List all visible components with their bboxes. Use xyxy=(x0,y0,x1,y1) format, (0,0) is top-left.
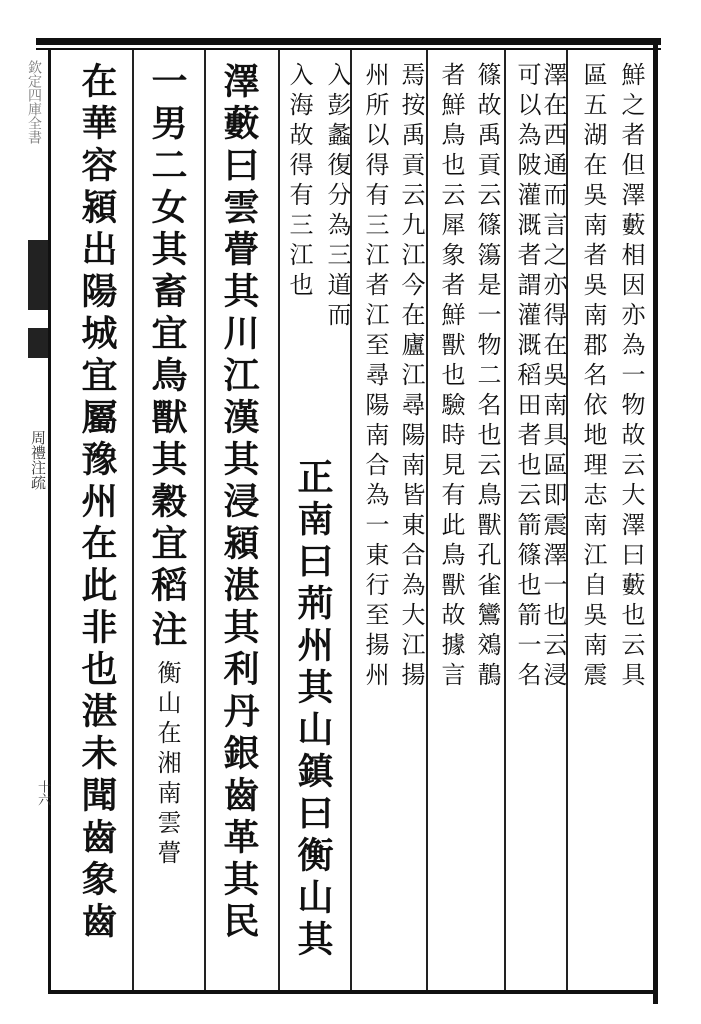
bottom-border xyxy=(48,990,658,994)
annotation-marker: 注 xyxy=(146,610,188,652)
text-column: 澤在西通而言之亦得在吳南具區即震澤一也云浸 xyxy=(539,62,567,692)
column-divider xyxy=(204,50,206,990)
column-divider xyxy=(132,50,134,990)
margin-header: 欽定四庫全書 xyxy=(26,60,42,144)
main-text-column: 澤藪曰雲瞢其川江漢其浸潁湛其利丹銀齒革其民 xyxy=(218,62,260,944)
margin-fishtail-mark xyxy=(28,240,48,310)
margin-fishtail-mark-lower xyxy=(28,328,48,358)
text-column: 者鮮鳥也云犀象者鮮獸也驗時見有此鳥獸故據言 xyxy=(437,62,465,692)
page-number: 十六 xyxy=(35,780,50,806)
main-text-column: 一男二女其畜宜鳥獸其穀宜稻 xyxy=(146,62,188,608)
page-margin xyxy=(24,48,48,993)
right-border xyxy=(653,38,658,1004)
text-column: 入彭蠡復分為三道而 xyxy=(323,62,351,332)
text-column: 區五湖在吳南者吳南郡名依地理志南江自吳南震 xyxy=(579,62,607,692)
left-border xyxy=(48,48,51,993)
top-border xyxy=(36,38,661,45)
text-column: 鮮之者但澤藪相因亦為一物故云大澤曰藪也云具 xyxy=(617,62,645,692)
commentary-text: 衡山在湘南雲瞢 xyxy=(153,660,181,870)
text-column: 焉按禹貢云九江今在廬江尋陽南皆東合為大江揚 xyxy=(397,62,425,692)
text-column: 可以為陂灌溉者謂灌溉稻田者也云箭篠也箭一名 xyxy=(513,62,541,692)
main-text-column: 在華容潁出陽城宜屬豫州在此非也湛未聞齒象齒 xyxy=(76,62,118,944)
main-text-column: 正南曰荊州其山鎮曰衡山其 xyxy=(292,458,334,962)
text-column: 入海故得有三江也 xyxy=(285,62,313,302)
text-column: 州所以得有三江者江至尋陽南合為一東行至揚州 xyxy=(361,62,389,692)
column-divider xyxy=(278,50,280,990)
text-column: 篠故禹貢云篠簜是一物二名也云鳥獸孔雀鸞鵁鶄 xyxy=(473,62,501,692)
margin-book-title: 周禮注疏 xyxy=(29,430,47,490)
